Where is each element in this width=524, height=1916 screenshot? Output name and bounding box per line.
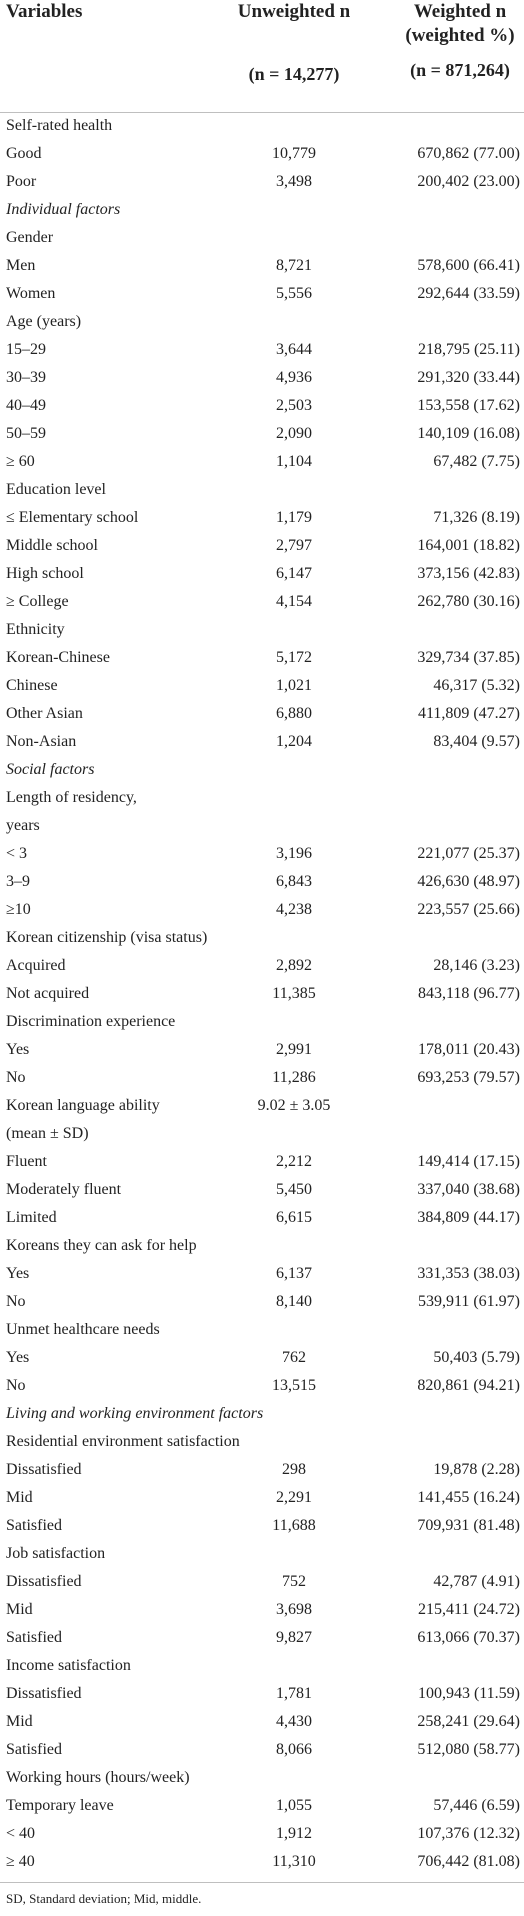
table-row — [0, 728, 524, 756]
row-label: Korean citizenship (visa status) — [6, 929, 208, 946]
row-label: (mean ± SD) — [6, 1125, 89, 1142]
table-row — [0, 308, 524, 336]
unweighted-cell: 5,450 — [276, 1181, 312, 1198]
unweighted-cell: 6,843 — [276, 873, 312, 890]
row-label: Satisfied — [6, 1517, 62, 1534]
weighted-cell: 67,482 (7.75) — [433, 453, 520, 470]
row-label: Discrimination experience — [6, 1013, 176, 1030]
weighted-cell: 539,911 (61.97) — [417, 1293, 520, 1310]
weighted-cell: 71,326 (8.19) — [433, 509, 520, 526]
row-label: Dissatisfied — [6, 1685, 82, 1702]
unweighted-cell: 3,498 — [276, 173, 312, 190]
weighted-cell: 178,011 (20.43) — [417, 1041, 520, 1058]
table-row — [0, 532, 524, 560]
row-label: Limited — [6, 1209, 57, 1226]
weighted-cell: 83,404 (9.57) — [433, 733, 520, 750]
weighted-cell: 107,376 (12.32) — [417, 1825, 520, 1842]
row-label: Mid — [6, 1713, 33, 1730]
unweighted-cell: 6,615 — [276, 1209, 312, 1226]
unweighted-cell: 3,196 — [276, 845, 312, 862]
row-label: 50–59 — [6, 425, 46, 442]
table-row — [0, 224, 524, 252]
row-label: years — [6, 817, 40, 834]
row-label: Chinese — [6, 677, 58, 694]
row-label: No — [6, 1293, 26, 1310]
row-label: Job satisfaction — [6, 1545, 106, 1562]
row-label: Middle school — [6, 537, 98, 554]
row-label: Men — [6, 257, 36, 274]
row-label: Working hours (hours/week) — [6, 1769, 190, 1786]
table-row — [0, 196, 524, 224]
table-row — [0, 1540, 524, 1568]
unweighted-cell: 1,021 — [276, 677, 312, 694]
unweighted-cell: 8,140 — [276, 1293, 312, 1310]
row-label: 3–9 — [6, 873, 30, 890]
weighted-cell: 426,630 (48.97) — [417, 873, 520, 890]
table-row — [0, 112, 524, 140]
header-weighted-total: (n = 871,264) — [410, 60, 510, 80]
table-row — [0, 476, 524, 504]
unweighted-cell: 2,892 — [276, 957, 312, 974]
weighted-cell: 384,809 (44.17) — [417, 1209, 520, 1226]
unweighted-cell: 2,291 — [276, 1489, 312, 1506]
table-row — [0, 756, 524, 784]
unweighted-cell: 8,066 — [276, 1741, 312, 1758]
table-row — [0, 1484, 524, 1512]
row-label: Women — [6, 285, 56, 302]
weighted-cell: 329,734 (37.85) — [417, 649, 520, 666]
row-label: Non-Asian — [6, 733, 77, 750]
table-row — [0, 1232, 524, 1260]
weighted-cell: 28,146 (3.23) — [433, 957, 520, 974]
row-label: Fluent — [6, 1153, 47, 1170]
unweighted-cell: 4,936 — [276, 369, 312, 386]
row-label: Temporary leave — [6, 1797, 114, 1814]
unweighted-cell: 3,698 — [276, 1601, 312, 1618]
unweighted-cell: 2,797 — [276, 537, 312, 554]
unweighted-cell: 9,827 — [276, 1629, 312, 1646]
table-row — [0, 1512, 524, 1540]
table-row — [0, 616, 524, 644]
table-row — [0, 1680, 524, 1708]
weighted-cell: 693,253 (79.57) — [417, 1069, 520, 1086]
unweighted-cell: 1,781 — [276, 1685, 312, 1702]
table-row — [0, 784, 524, 812]
row-label: Korean language ability — [6, 1097, 160, 1114]
unweighted-cell: 10,779 — [272, 145, 316, 162]
row-label: Poor — [6, 173, 37, 190]
row-label: Yes — [6, 1349, 30, 1366]
table-footnote — [0, 1882, 524, 1906]
weighted-cell: 215,411 (24.72) — [417, 1601, 520, 1618]
header-unweighted: Unweighted n — [237, 1, 351, 22]
row-label: Mid — [6, 1601, 33, 1618]
unweighted-cell: 4,154 — [276, 593, 312, 610]
header-weighted-subtitle: (weighted %) — [405, 25, 515, 46]
table-row — [0, 1260, 524, 1288]
table-row — [0, 1316, 524, 1344]
weighted-cell: 140,109 (16.08) — [417, 425, 520, 442]
row-label: Acquired — [6, 957, 66, 974]
unweighted-cell: 8,721 — [276, 257, 312, 274]
unweighted-cell: 2,503 — [276, 397, 312, 414]
row-label: 40–49 — [6, 397, 46, 414]
table-row — [0, 140, 524, 168]
header-unweighted-total: (n = 14,277) — [248, 64, 340, 84]
weighted-cell: 291,320 (33.44) — [417, 369, 520, 386]
table-row — [0, 420, 524, 448]
table-row — [0, 1400, 524, 1428]
table-row — [0, 504, 524, 532]
table-row — [0, 1764, 524, 1792]
table-row — [0, 168, 524, 196]
weighted-cell: 706,442 (81.08) — [417, 1853, 520, 1870]
table-row — [0, 1456, 524, 1484]
weighted-cell: 57,446 (6.59) — [433, 1797, 520, 1814]
unweighted-cell: 4,430 — [276, 1713, 312, 1730]
unweighted-cell: 11,688 — [272, 1517, 316, 1534]
row-label: No — [6, 1069, 26, 1086]
weighted-cell: 223,557 (25.66) — [417, 901, 520, 918]
header-weighted-title: Weighted n — [413, 1, 507, 22]
unweighted-cell: 6,147 — [276, 565, 312, 582]
table-row — [0, 840, 524, 868]
unweighted-cell: 9.02 ± 3.05 — [257, 1097, 331, 1114]
table-header — [0, 0, 524, 113]
table-row — [0, 1372, 524, 1400]
table-row — [0, 644, 524, 672]
unweighted-cell: 2,090 — [276, 425, 312, 442]
table-row — [0, 392, 524, 420]
table-row — [0, 812, 524, 840]
row-label: Education level — [6, 481, 106, 498]
table-row — [0, 1820, 524, 1848]
table-row — [0, 1008, 524, 1036]
row-label: < 3 — [6, 845, 28, 862]
unweighted-cell: 11,286 — [272, 1069, 316, 1086]
table-row — [0, 1176, 524, 1204]
unweighted-cell: 4,238 — [276, 901, 312, 918]
row-label: Korean-Chinese — [6, 649, 110, 666]
table-row — [0, 1568, 524, 1596]
table-row — [0, 1064, 524, 1092]
row-label: Yes — [6, 1265, 30, 1282]
section-heading: Individual factors — [6, 201, 121, 218]
weighted-cell: 262,780 (30.16) — [417, 593, 520, 610]
row-label: 30–39 — [6, 369, 46, 386]
unweighted-cell: 13,515 — [272, 1377, 316, 1394]
weighted-cell: 164,001 (18.82) — [417, 537, 520, 554]
weighted-cell: 50,403 (5.79) — [433, 1349, 520, 1366]
table-row — [0, 1428, 524, 1456]
weighted-cell: 218,795 (25.11) — [417, 341, 520, 358]
row-label: Residential environment satisfaction — [6, 1433, 240, 1450]
row-label: ≤ Elementary school — [6, 509, 139, 526]
weighted-cell: 200,402 (23.00) — [417, 173, 520, 190]
weighted-cell: 153,558 (17.62) — [417, 397, 520, 414]
row-label: Other Asian — [6, 705, 83, 722]
table-row — [0, 1736, 524, 1764]
table-row — [0, 1148, 524, 1176]
row-label: Self-rated health — [6, 117, 113, 134]
row-label: Satisfied — [6, 1741, 62, 1758]
row-label: Good — [6, 145, 42, 162]
table-row — [0, 1036, 524, 1064]
row-label: Yes — [6, 1041, 30, 1058]
unweighted-cell: 1,179 — [276, 509, 312, 526]
section-heading: Social factors — [6, 761, 95, 778]
table-row — [0, 588, 524, 616]
weighted-cell: 373,156 (42.83) — [417, 565, 520, 582]
unweighted-cell: 2,991 — [276, 1041, 312, 1058]
unweighted-cell: 5,172 — [276, 649, 312, 666]
table-row — [0, 336, 524, 364]
row-label: Length of residency, — [6, 789, 137, 806]
table-row — [0, 1120, 524, 1148]
row-label: Gender — [6, 229, 54, 246]
header-weighted — [402, 0, 518, 48]
table-row — [0, 448, 524, 476]
row-label: Income satisfaction — [6, 1657, 131, 1674]
weighted-cell: 42,787 (4.91) — [433, 1573, 520, 1590]
weighted-cell: 19,878 (2.28) — [433, 1461, 520, 1478]
table-row — [0, 1092, 524, 1120]
unweighted-cell: 11,310 — [272, 1853, 316, 1870]
table-row — [0, 1596, 524, 1624]
weighted-cell: 292,644 (33.59) — [417, 285, 520, 302]
table-row — [0, 980, 524, 1008]
table-row — [0, 924, 524, 952]
weighted-cell: 141,455 (16.24) — [417, 1489, 520, 1506]
row-label: Dissatisfied — [6, 1461, 82, 1478]
row-label: Koreans they can ask for help — [6, 1237, 197, 1254]
row-label: Moderately fluent — [6, 1181, 122, 1198]
table-row — [0, 1624, 524, 1652]
header-variables: Variables — [6, 1, 83, 22]
unweighted-cell: 1,055 — [276, 1797, 312, 1814]
row-label: Mid — [6, 1489, 33, 1506]
weighted-cell: 149,414 (17.15) — [417, 1153, 520, 1170]
table-row — [0, 1848, 524, 1876]
row-label: Dissatisfied — [6, 1573, 82, 1590]
weighted-cell: 221,077 (25.37) — [417, 845, 520, 862]
row-label: High school — [6, 565, 84, 582]
table-row — [0, 560, 524, 588]
weighted-cell: 100,943 (11.59) — [417, 1685, 520, 1702]
row-label: Not acquired — [6, 985, 90, 1002]
unweighted-cell: 752 — [282, 1573, 306, 1590]
table-body — [0, 112, 524, 1876]
row-label: Unmet healthcare needs — [6, 1321, 160, 1338]
table-row — [0, 1204, 524, 1232]
table-row — [0, 280, 524, 308]
weighted-cell: 512,080 (58.77) — [417, 1741, 520, 1758]
unweighted-cell: 2,212 — [276, 1153, 312, 1170]
table-row — [0, 952, 524, 980]
weighted-cell: 613,066 (70.37) — [417, 1629, 520, 1646]
row-label: 15–29 — [6, 341, 46, 358]
table-row — [0, 1344, 524, 1372]
weighted-cell: 578,600 (66.41) — [417, 257, 520, 274]
unweighted-cell: 11,385 — [272, 985, 316, 1002]
table-row — [0, 896, 524, 924]
row-label: Ethnicity — [6, 621, 65, 638]
unweighted-cell: 1,104 — [276, 453, 312, 470]
table-row — [0, 364, 524, 392]
table-row — [0, 252, 524, 280]
row-label: < 40 — [6, 1825, 36, 1842]
row-label: ≥10 — [6, 901, 31, 918]
weighted-cell: 337,040 (38.68) — [417, 1181, 520, 1198]
row-label: ≥ 40 — [6, 1853, 35, 1870]
unweighted-cell: 3,644 — [276, 341, 312, 358]
table-row — [0, 672, 524, 700]
row-label: ≥ 60 — [6, 453, 35, 470]
row-label: Satisfied — [6, 1629, 62, 1646]
unweighted-cell: 1,204 — [276, 733, 312, 750]
weighted-cell: 709,931 (81.48) — [417, 1517, 520, 1534]
weighted-cell: 843,118 (96.77) — [417, 985, 520, 1002]
table-row — [0, 1288, 524, 1316]
table-row — [0, 1652, 524, 1680]
weighted-cell: 411,809 (47.27) — [417, 705, 520, 722]
table-row — [0, 868, 524, 896]
table-row — [0, 1708, 524, 1736]
unweighted-cell: 6,137 — [276, 1265, 312, 1282]
row-label: Age (years) — [6, 313, 82, 330]
weighted-cell: 46,317 (5.32) — [433, 677, 520, 694]
weighted-cell: 820,861 (94.21) — [417, 1377, 520, 1394]
table-row — [0, 700, 524, 728]
unweighted-cell: 6,880 — [276, 705, 312, 722]
row-label: ≥ College — [6, 593, 69, 610]
unweighted-cell: 298 — [282, 1461, 306, 1478]
table-row — [0, 1792, 524, 1820]
weighted-cell: 331,353 (38.03) — [417, 1265, 520, 1282]
weighted-cell: 670,862 (77.00) — [417, 145, 520, 162]
row-label: No — [6, 1377, 26, 1394]
unweighted-cell: 5,556 — [276, 285, 312, 302]
section-heading: Living and working environment factors — [6, 1405, 264, 1422]
unweighted-cell: 762 — [282, 1349, 306, 1366]
unweighted-cell: 1,912 — [276, 1825, 312, 1842]
footnote-text: SD, Standard deviation; Mid, middle. — [6, 1891, 202, 1906]
weighted-cell: 258,241 (29.64) — [417, 1713, 520, 1730]
